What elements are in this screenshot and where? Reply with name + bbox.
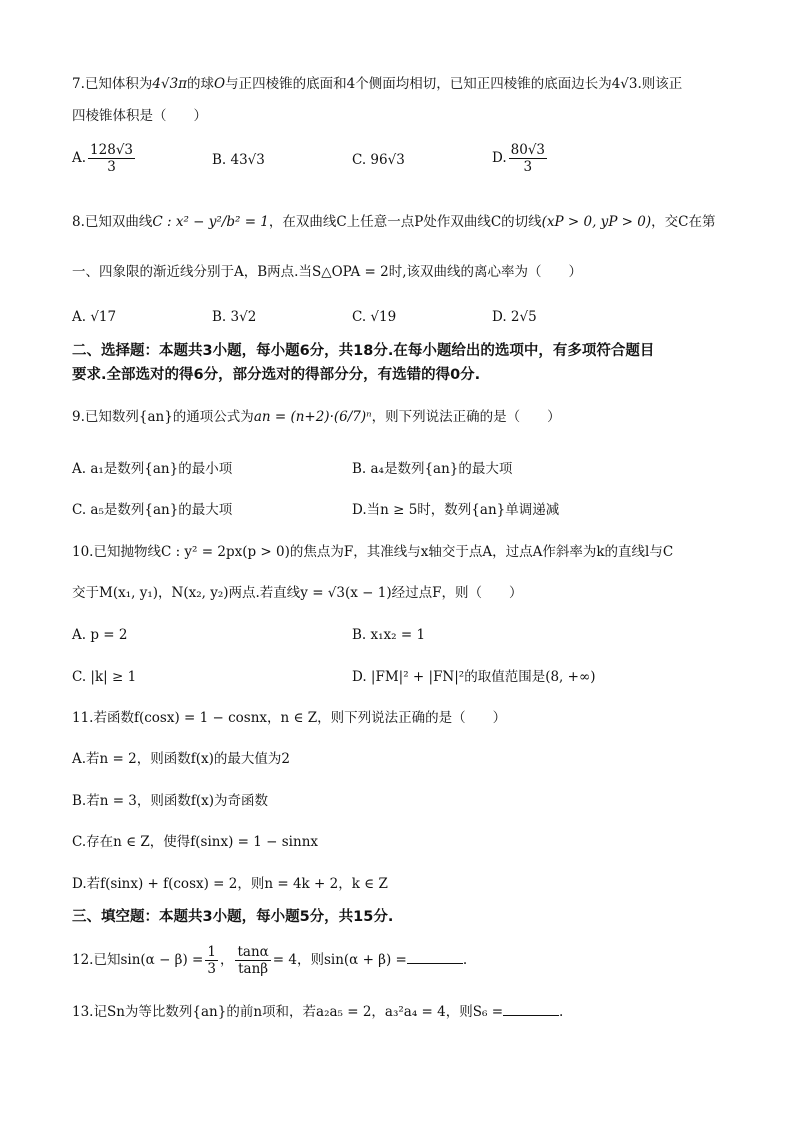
q9-formula: an = (n+2)·(6/7)ⁿ: [253, 409, 372, 425]
q12-answer-blank[interactable]: [407, 950, 463, 964]
q12-stem: [72, 944, 467, 977]
q8-option-b: B. 3√2: [212, 309, 257, 325]
q8-condition: (xP > 0, yP > 0): [541, 214, 652, 230]
q8-text-c: ，交C在第: [651, 214, 716, 230]
q7-stem-line1: [72, 74, 682, 94]
q10-option-c: C. |k| ≥ 1: [72, 669, 137, 685]
q7-option-d-num: 80√3: [510, 142, 546, 158]
q8-option-d: D. 2√5: [492, 309, 537, 325]
q11-stem: 11.若函数f(cosx) = 1 − cosnx，n ∈ Z，则下列说法正确的是（ ）: [72, 710, 507, 726]
q13-text-a: 13.记Sn为等比数列{an}的前n项和，若a₂a₅ = 2，a₃²a₄ = 4，则S₆ =: [72, 1004, 504, 1020]
q13-answer-blank[interactable]: [503, 1002, 559, 1016]
q7-stem-line2: 四棱锥体积是（ ）: [72, 108, 207, 124]
section2-header-line2: 要求.全部选对的得6分，部分选对的得部分分，有选错的得0分.: [72, 367, 481, 383]
q11-option-a: A.若n = 2，则函数f(x)的最大值为2: [72, 751, 290, 767]
q9-text-b: ，则下列说法正确的是（ ）: [371, 409, 561, 425]
section3-header: 三、填空题：本题共3小题，每小题5分，共15分.: [72, 909, 394, 925]
q7-option-c: C. 96√3: [352, 152, 405, 168]
q7-text-d: .则该正: [637, 76, 683, 92]
q8-hyperbola-equation: C : x² − y²/b² = 1: [152, 214, 269, 230]
q7-option-d-fraction: [509, 142, 547, 175]
q10-stem-line2: 交于M(x₁, y₁)，N(x₂, y₂)两点.若直线y = √3(x − 1)经过点F，则（ ）: [72, 585, 523, 601]
q9-option-d: D.当n ≥ 5时，数列{an}单调递减: [352, 502, 560, 518]
q9-text-a: 9.已知数列{an}的通项公式为: [72, 409, 254, 425]
q8-text-b: ，在双曲线C上任意一点P处作双曲线C的切线: [268, 214, 542, 230]
q8-text-a: 8.已知双曲线: [72, 214, 153, 230]
q8-stem-line1: [72, 212, 716, 232]
q7-option-a-den: 3: [107, 159, 116, 175]
q7-option-b: B. 43√3: [212, 152, 265, 168]
q9-option-b: B. a₄是数列{an}的最大项: [352, 461, 513, 477]
q7-option-d: [492, 142, 549, 175]
q12-fraction-1: [205, 944, 218, 977]
q8-option-c: C. √19: [352, 309, 397, 325]
q7-option-a-label: A.: [72, 150, 87, 166]
q7-option-a-fraction: [88, 142, 135, 175]
q9-stem: [72, 407, 561, 427]
q10-option-b: B. x₁x₂ = 1: [352, 627, 426, 643]
q9-option-c: C. a₅是数列{an}的最大项: [72, 502, 233, 518]
q9-option-a: A. a₁是数列{an}的最小项: [72, 461, 233, 477]
q13-stem: [72, 1002, 563, 1022]
q10-stem-line1: 10.已知抛物线C : y² = 2px(p > 0)的焦点为F，其准线与x轴交于点A，过点A作斜率为k的直线l与C: [72, 544, 674, 560]
q12-text-d: .: [462, 952, 468, 968]
q11-option-d: D.若f(sinx) + f(cosx) = 2，则n = 4k + 2，k ∈ Z: [72, 876, 388, 892]
q10-option-a: A. p = 2: [72, 627, 128, 643]
q13-text-b: .: [559, 1004, 564, 1020]
q12-text-a: 12.已知sin(α − β) =: [72, 952, 204, 968]
q7-sphere-o: O: [214, 76, 226, 92]
q7-option-a-num: 128√3: [90, 142, 134, 158]
q7-text-a: 7.已知体积为: [72, 76, 153, 92]
q12-text-b: ，: [219, 952, 234, 968]
q8-option-a: A. √17: [72, 309, 117, 325]
q11-option-c: C.存在n ∈ Z，使得f(sinx) = 1 − sinnx: [72, 834, 318, 850]
q7-side: 4√3: [611, 76, 638, 92]
q7-volume: 4√3π: [152, 76, 188, 92]
q7-option-d-label: D.: [492, 150, 507, 166]
q12-frac2-num: tanα: [237, 944, 269, 960]
q10-option-d: D. |FM|² + |FN|²的取值范围是(8, +∞): [352, 669, 596, 685]
q12-frac2-den: tanβ: [238, 961, 269, 977]
q12-frac1-den: 3: [207, 961, 216, 977]
q12-fraction-2: [235, 944, 270, 977]
q12-frac1-num: 1: [207, 944, 216, 960]
q8-stem-line2: 一、四象限的渐近线分别于A，B两点.当S△OPA = 2时,该双曲线的离心率为（ ）: [72, 264, 583, 280]
q7-option-a: [72, 142, 137, 175]
q7-text-c: 与正四棱锥的底面和4个侧面均相切，已知正四棱锥的底面边长为: [225, 76, 612, 92]
q12-text-c: = 4，则sin(α + β) =: [272, 952, 407, 968]
q11-option-b: B.若n = 3，则函数f(x)为奇函数: [72, 793, 269, 809]
section2-header-line1: 二、选择题：本题共3小题，每小题6分，共18分.在每小题给出的选项中，有多项符合题目: [72, 343, 655, 359]
q7-option-d-den: 3: [523, 159, 533, 175]
q7-text-b: 的球: [187, 76, 215, 92]
